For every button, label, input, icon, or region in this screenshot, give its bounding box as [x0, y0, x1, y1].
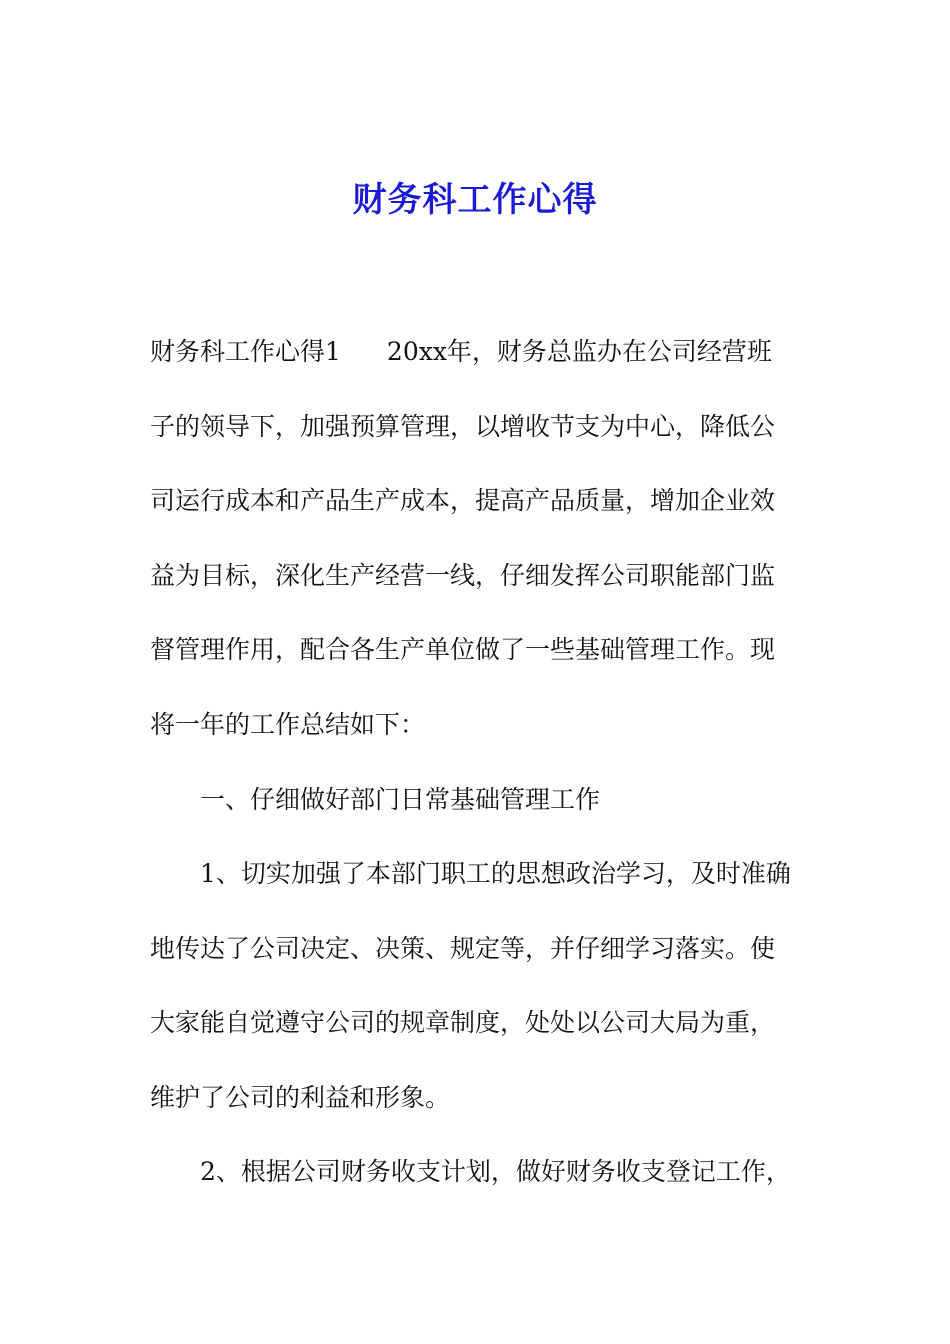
body-line-11: 维护了公司的利益和形象。: [150, 1083, 451, 1112]
body-line-4: 益为目标，深化生产经营一线，仔细发挥公司职能部门监: [150, 561, 776, 590]
document-title: 财务科工作心得: [352, 180, 598, 220]
body-line-text: 20xx年，财务总监办在公司经营班: [386, 337, 772, 366]
section-heading-1: 一、仔细做好部门日常基础管理工作: [200, 785, 601, 814]
section-label: 财务科工作心得1: [150, 337, 341, 366]
body-line-8: 1、切实加强了本部门职工的思想政治学习，及时准确: [200, 859, 791, 888]
body-line-9: 地传达了公司决定、决策、规定等，并仔细学习落实。使: [150, 934, 776, 963]
body-line-2: 子的领导下，加强预算管理，以增收节支为中心，降低公: [150, 412, 776, 441]
body-line-12: 2、根据公司财务收支计划，做好财务收支登记工作，: [200, 1157, 791, 1186]
body-line-5: 督管理作用，配合各生产单位做了一些基础管理工作。现: [150, 635, 776, 664]
body-line-10: 大家能自觉遵守公司的规章制度，处处以公司大局为重，: [150, 1008, 776, 1037]
body-line-6: 将一年的工作总结如下：: [150, 710, 426, 739]
body-line-3: 司运行成本和产品生产成本，提高产品质量，增加企业效: [150, 486, 776, 515]
body-line-1: [150, 336, 772, 368]
